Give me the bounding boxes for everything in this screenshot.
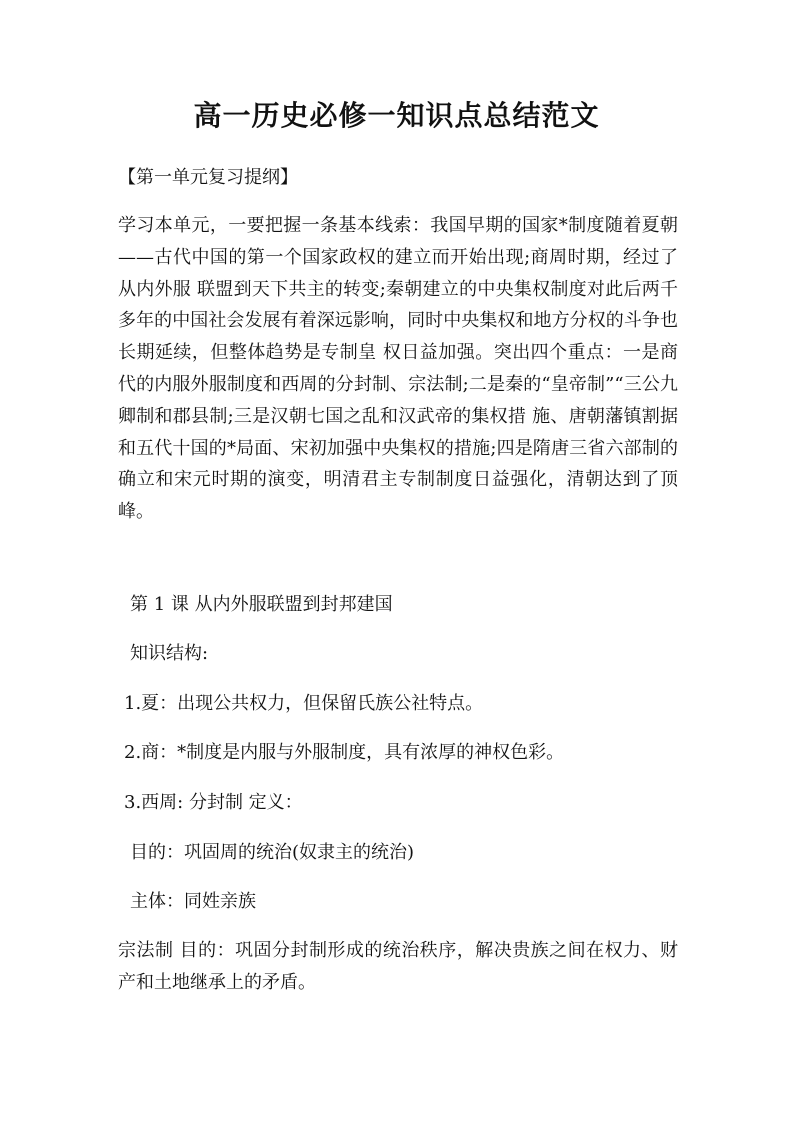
list-item-shang: 2.商：*制度是内服与外服制度，具有浓厚的神权色彩。 (124, 742, 565, 763)
intro-paragraph: 学习本单元，一要把握一条基本线索：我国早期的国家*制度随着夏朝——古代中国的第一个国家政权的建立而开始出现;商周时期，经过了从内外服 联盟到天下共主的转变;秦朝建立的中央集权制度对此后两千多年的中国社会发展有着深远影响，同时中央集权和地方分权的斗争也长期延续，但整体趋势是专制皇 权日益加强。突出四个重点：一是商代的内服外服制度和西周的分封制、宗法制;二是秦的“皇帝制”“三公九卿制和郡县制;三是汉朝七国之乱和汉武帝的集权措 施、唐朝藩镇割据和五代十国的*局面、宋初加强中央集权的措施;四是隋唐三省六部制的确立和宋元时期的演变，明清君主专制制度日益强化，清朝达到了顶 峰。 (118, 215, 678, 523)
list-item-xia: 1.夏：出现公共权力，但保留氏族公社特点。 (124, 693, 484, 714)
knowledge-structure-label: 知识结构: (130, 643, 209, 664)
lesson-title: 第 1 课 从内外服联盟到封邦建国 (130, 594, 393, 615)
zongfa-paragraph: 宗法制 目的：巩固分封制形成的统治秩序，解决贵族之间在权力、财产和土地继承上的矛盾。 (118, 940, 678, 993)
document-title: 高一历史必修一知识点总结范文 (193, 99, 600, 132)
fengjian-purpose: 目的：巩固周的统治(奴隶主的统治) (130, 842, 415, 863)
fengjian-subject: 主体：同姓亲族 (130, 891, 256, 912)
list-item-xizhou: 3.西周: 分封制 定义： (124, 792, 303, 813)
section-heading: 【第一单元复习提纲】 (118, 167, 298, 188)
